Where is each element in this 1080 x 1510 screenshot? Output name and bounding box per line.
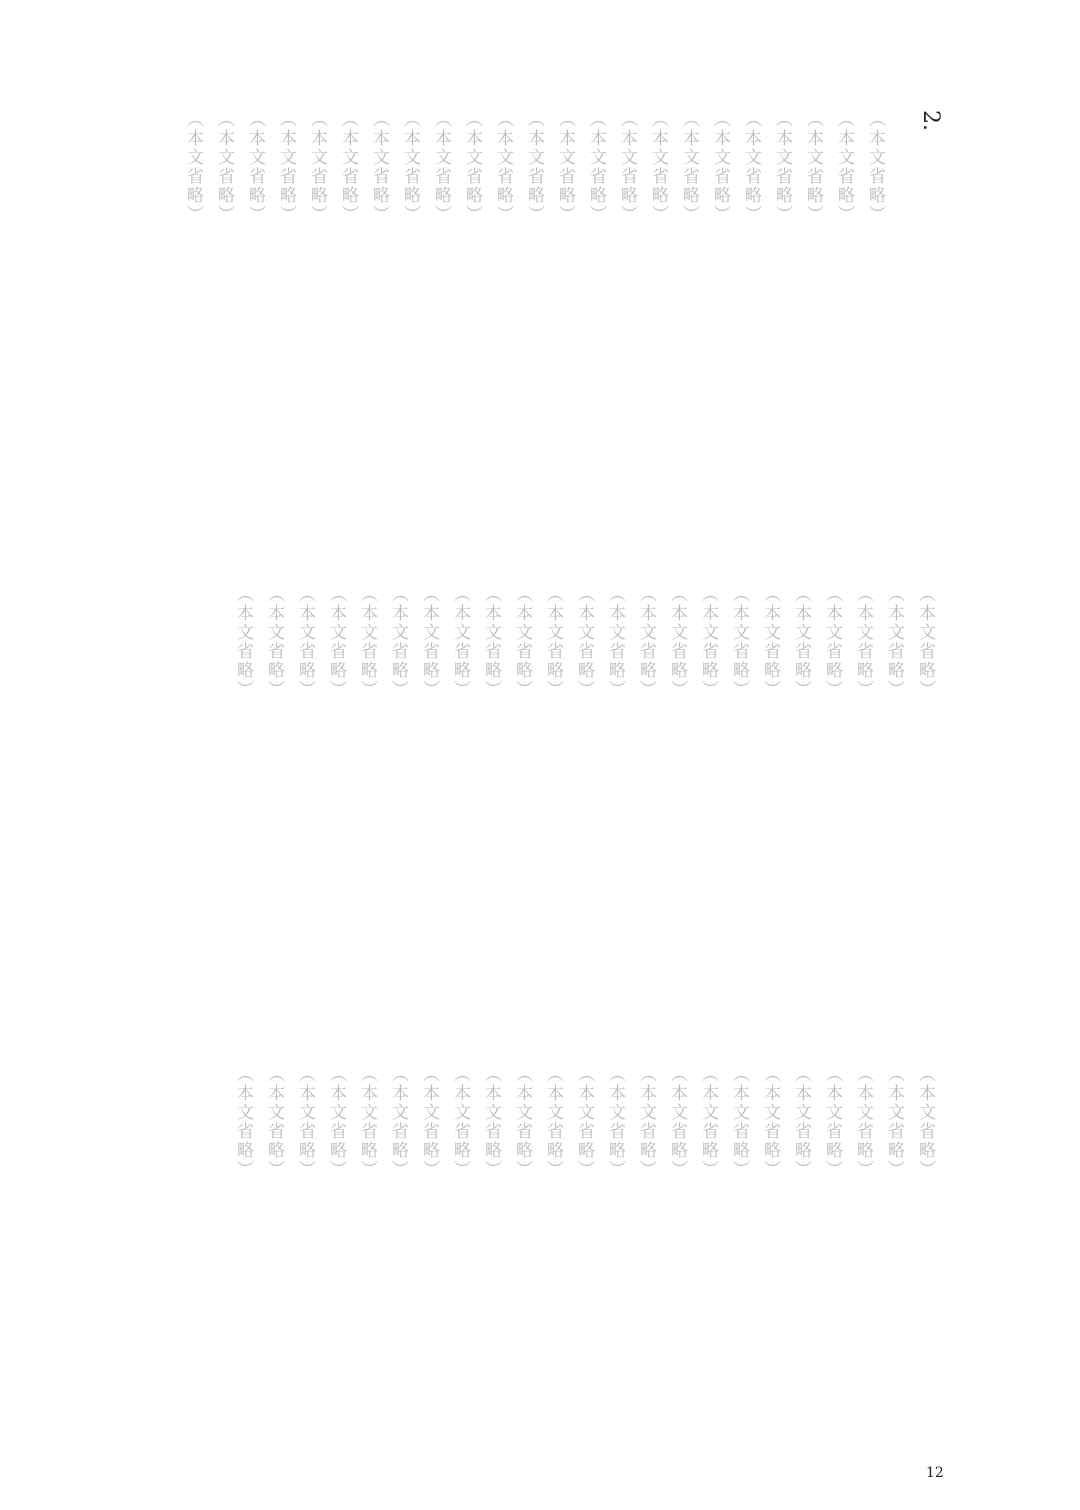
placeholder-line: （本文省略）: [729, 585, 749, 699]
placeholder-line: （本文省略）: [264, 585, 284, 699]
placeholder-line: （本文省略）: [481, 585, 501, 699]
placeholder-line: （本文省略）: [462, 110, 482, 224]
placeholder-line: （本文省略）: [295, 585, 315, 699]
placeholder-line: （本文省略）: [307, 110, 327, 224]
placeholder-line: （本文省略）: [369, 110, 389, 224]
placeholder-line: （本文省略）: [679, 110, 699, 224]
placeholder-line: （本文省略）: [512, 585, 532, 699]
placeholder-line: （本文省略）: [648, 110, 668, 224]
text-band-bottom: [150, 1065, 940, 1505]
placeholder-line: （本文省略）: [605, 585, 625, 699]
placeholder-line: （本文省略）: [233, 585, 253, 699]
placeholder-line: （本文省略）: [710, 110, 730, 224]
placeholder-line: （本文省略）: [338, 110, 358, 224]
placeholder-line: （本文省略）: [276, 110, 296, 224]
placeholder-line: （本文省略）: [791, 1065, 811, 1179]
text-band-top: [150, 110, 890, 540]
placeholder-line: （本文省略）: [481, 1065, 501, 1179]
placeholder-line: （本文省略）: [524, 110, 544, 224]
placeholder-line: （本文省略）: [264, 1065, 284, 1179]
placeholder-line: （本文省略）: [822, 1065, 842, 1179]
placeholder-line: （本文省略）: [636, 1065, 656, 1179]
placeholder-line: （本文省略）: [884, 1065, 904, 1179]
placeholder-line: （本文省略）: [555, 110, 575, 224]
placeholder-line: （本文省略）: [431, 110, 451, 224]
placeholder-line: （本文省略）: [834, 110, 854, 224]
placeholder-line: （本文省略）: [791, 585, 811, 699]
placeholder-line: （本文省略）: [214, 110, 234, 224]
placeholder-line: （本文省略）: [295, 1065, 315, 1179]
placeholder-line: （本文省略）: [698, 585, 718, 699]
placeholder-line: （本文省略）: [760, 585, 780, 699]
placeholder-line: （本文省略）: [326, 585, 346, 699]
placeholder-line: （本文省略）: [233, 1065, 253, 1179]
placeholder-line: （本文省略）: [400, 110, 420, 224]
section-heading: 2.: [918, 110, 943, 131]
placeholder-line: （本文省略）: [543, 1065, 563, 1179]
placeholder-line: （本文省略）: [822, 585, 842, 699]
placeholder-line: （本文省略）: [419, 585, 439, 699]
placeholder-line: （本文省略）: [915, 585, 935, 699]
placeholder-line: （本文省略）: [729, 1065, 749, 1179]
placeholder-line: （本文省略）: [698, 1065, 718, 1179]
placeholder-line: （本文省略）: [586, 110, 606, 224]
placeholder-line: （本文省略）: [493, 110, 513, 224]
placeholder-line: （本文省略）: [357, 1065, 377, 1179]
placeholder-line: （本文省略）: [853, 585, 873, 699]
placeholder-line: （本文省略）: [741, 110, 761, 224]
placeholder-line: （本文省略）: [388, 585, 408, 699]
placeholder-line: （本文省略）: [636, 585, 656, 699]
placeholder-line: （本文省略）: [853, 1065, 873, 1179]
placeholder-line: （本文省略）: [617, 110, 637, 224]
placeholder-line: （本文省略）: [326, 1065, 346, 1179]
placeholder-line: （本文省略）: [574, 585, 594, 699]
placeholder-line: （本文省略）: [667, 1065, 687, 1179]
placeholder-line: （本文省略）: [450, 585, 470, 699]
placeholder-line: （本文省略）: [543, 585, 563, 699]
text-band-middle: [150, 585, 940, 1025]
placeholder-line: （本文省略）: [512, 1065, 532, 1179]
placeholder-line: （本文省略）: [884, 585, 904, 699]
placeholder-line: （本文省略）: [803, 110, 823, 224]
placeholder-line: （本文省略）: [574, 1065, 594, 1179]
placeholder-line: （本文省略）: [388, 1065, 408, 1179]
placeholder-line: （本文省略）: [760, 1065, 780, 1179]
placeholder-line: （本文省略）: [605, 1065, 625, 1179]
placeholder-line: （本文省略）: [865, 110, 885, 224]
placeholder-line: （本文省略）: [450, 1065, 470, 1179]
placeholder-line: （本文省略）: [183, 110, 203, 224]
placeholder-line: （本文省略）: [667, 585, 687, 699]
placeholder-line: （本文省略）: [772, 110, 792, 224]
page-number: 12: [926, 1465, 944, 1481]
placeholder-line: （本文省略）: [245, 110, 265, 224]
placeholder-line: （本文省略）: [357, 585, 377, 699]
placeholder-line: （本文省略）: [419, 1065, 439, 1179]
placeholder-line: （本文省略）: [915, 1065, 935, 1179]
